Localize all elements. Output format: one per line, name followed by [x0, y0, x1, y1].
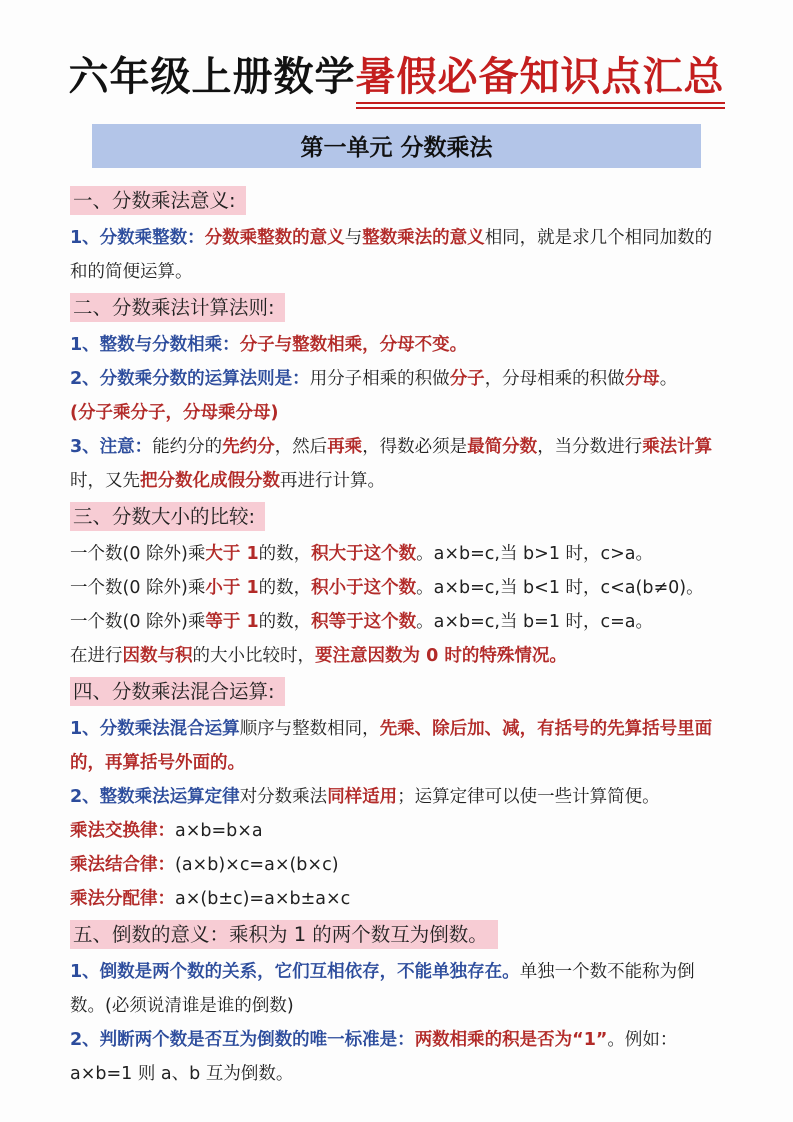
text-segment: 要注意因数为 0 时的特殊情况。 [315, 646, 567, 666]
text-segment: 1、整数与分数相乘： [70, 335, 240, 355]
text-segment: 一个数(0 除外)乘 [70, 612, 206, 632]
section-heading [70, 184, 725, 219]
text-segment: 乘法交换律： [70, 821, 175, 841]
paragraph [70, 780, 725, 814]
paragraph [70, 362, 725, 396]
text-segment: 用分子相乘的积做 [309, 369, 450, 389]
section-heading-highlight [70, 293, 285, 322]
text-segment: 乘法计算 [642, 437, 713, 457]
document-content [70, 184, 725, 1091]
text-segment: 最简分数 [467, 437, 538, 457]
text-segment: 顺序与整数相同， [239, 719, 380, 739]
text-segment: 因数与积 [122, 646, 193, 666]
text-segment: 1、倒数是两个数的关系，它们互相依存，不能单独存在。 [70, 962, 520, 982]
paragraph [70, 1023, 725, 1057]
paragraph [70, 571, 725, 605]
text-segment: 积小于这个数 [311, 578, 417, 598]
text-segment: 的数， [258, 612, 312, 632]
text-segment: 三、分数大小的比较: [73, 505, 256, 528]
page-title-black: 六年级上册数学 [68, 54, 356, 100]
section-heading-highlight [70, 186, 246, 215]
paragraph [70, 848, 725, 882]
text-segment: 四、分数乘法混合运算: [73, 680, 275, 703]
paragraph [70, 955, 725, 1023]
paragraph [70, 396, 725, 430]
text-segment: 先乘、除后加、减，有括号的先算括号里面的，再算括号外面的。 [70, 719, 713, 773]
text-segment: 两数相乘的积是否为“1” [414, 1030, 608, 1050]
text-segment: 二、分数乘法计算法则: [73, 296, 275, 319]
text-segment: a×b=1 则 a、b 互为倒数。 [70, 1064, 294, 1084]
text-segment: 整数乘法的意义 [362, 228, 485, 248]
text-segment: 能约分的 [152, 437, 223, 457]
paragraph [70, 605, 725, 639]
text-segment: 小于 1 [205, 578, 259, 598]
text-segment: 2、整数乘法运算定律 [70, 787, 240, 807]
text-segment: (a×b)×c=a×(b×c) [175, 855, 339, 875]
section-heading [70, 675, 725, 710]
section-heading [70, 918, 725, 953]
text-segment: 乘法分配律： [70, 889, 175, 909]
page-title-red-underlined: 暑假必备知识点汇总 [356, 54, 725, 109]
text-segment: 对分数乘法 [239, 787, 328, 807]
text-segment: 的数， [258, 544, 312, 564]
text-segment: 。 [659, 369, 678, 389]
text-segment: 五、倒数的意义：乘积为 1 的两个数互为倒数。 [73, 923, 488, 946]
text-segment: 再进行计算。 [280, 471, 385, 491]
text-segment: 。a×b=c,当 b<1 时，c<a(b≠0)。 [416, 578, 704, 598]
text-segment: 分数乘整数的意义 [204, 228, 345, 248]
text-segment: ，得数必须是 [362, 437, 468, 457]
text-segment: 相同，就是求几个相同加数的和的简便运算。 [70, 228, 713, 282]
text-segment: 2、判断两个数是否互为倒数的唯一标准是： [70, 1030, 415, 1050]
text-segment: ，当分数进行 [537, 437, 643, 457]
text-segment: (分子乘分子，分母乘分母) [70, 403, 279, 423]
text-segment: 分母 [624, 369, 660, 389]
text-segment: 单独一个数不能称为倒数。(必须说清谁是谁的倒数) [70, 962, 695, 1016]
text-segment: 再乘 [327, 437, 363, 457]
paragraph [70, 537, 725, 571]
text-segment: 3、注意： [70, 437, 153, 457]
text-segment: 。例如： [607, 1030, 678, 1050]
text-segment: 乘法结合律： [70, 855, 175, 875]
text-segment: 大于 1 [205, 544, 259, 564]
text-segment: 1、分数乘整数： [70, 228, 205, 248]
text-segment: a×b=b×a [175, 821, 263, 841]
text-segment: ，然后 [274, 437, 328, 457]
text-segment: 积大于这个数 [311, 544, 417, 564]
paragraph [70, 639, 725, 673]
section-heading-highlight [70, 502, 265, 531]
text-segment: 1、分数乘法混合运算 [70, 719, 240, 739]
text-segment: 积等于这个数 [311, 612, 417, 632]
paragraph [70, 712, 725, 780]
text-segment: 先约分 [222, 437, 275, 457]
text-segment: 的大小比较时， [192, 646, 315, 666]
text-segment: 一个数(0 除外)乘 [70, 578, 206, 598]
text-segment: 把分数化成假分数 [140, 471, 280, 491]
paragraph [70, 1057, 725, 1091]
unit-banner [92, 124, 701, 168]
section-heading [70, 500, 725, 535]
paragraph [70, 430, 725, 498]
text-segment: 分子 [449, 369, 485, 389]
text-segment: ，分母相乘的积做 [484, 369, 625, 389]
paragraph [70, 882, 725, 916]
text-segment: ；运算定律可以使一些计算简便。 [397, 787, 660, 807]
text-segment: 。a×b=c,当 b>1 时，c>a。 [416, 544, 654, 564]
text-segment: 时，又先 [70, 471, 140, 491]
text-segment: 同样适用 [327, 787, 398, 807]
text-segment: 一个数(0 除外)乘 [70, 544, 206, 564]
text-segment: 。a×b=c,当 b=1 时，c=a。 [416, 612, 654, 632]
paragraph [70, 328, 725, 362]
text-segment: 2、分数乘分数的运算法则是： [70, 369, 310, 389]
page-title [0, 0, 793, 102]
section-heading [70, 291, 725, 326]
text-segment: 分子与整数相乘，分母不变。 [239, 335, 468, 355]
section-heading-highlight [70, 677, 285, 706]
paragraph [70, 221, 725, 289]
text-segment: a×(b±c)=a×b±a×c [175, 889, 351, 909]
section-heading-highlight [70, 920, 498, 949]
text-segment: 一、分数乘法意义: [73, 189, 236, 212]
text-segment: 在进行 [70, 646, 123, 666]
paragraph [70, 814, 725, 848]
text-segment: 的数， [258, 578, 312, 598]
text-segment: 与 [344, 228, 363, 248]
unit-banner-text: 第一单元 分数乘法 [300, 135, 493, 161]
text-segment: 等于 1 [205, 612, 259, 632]
